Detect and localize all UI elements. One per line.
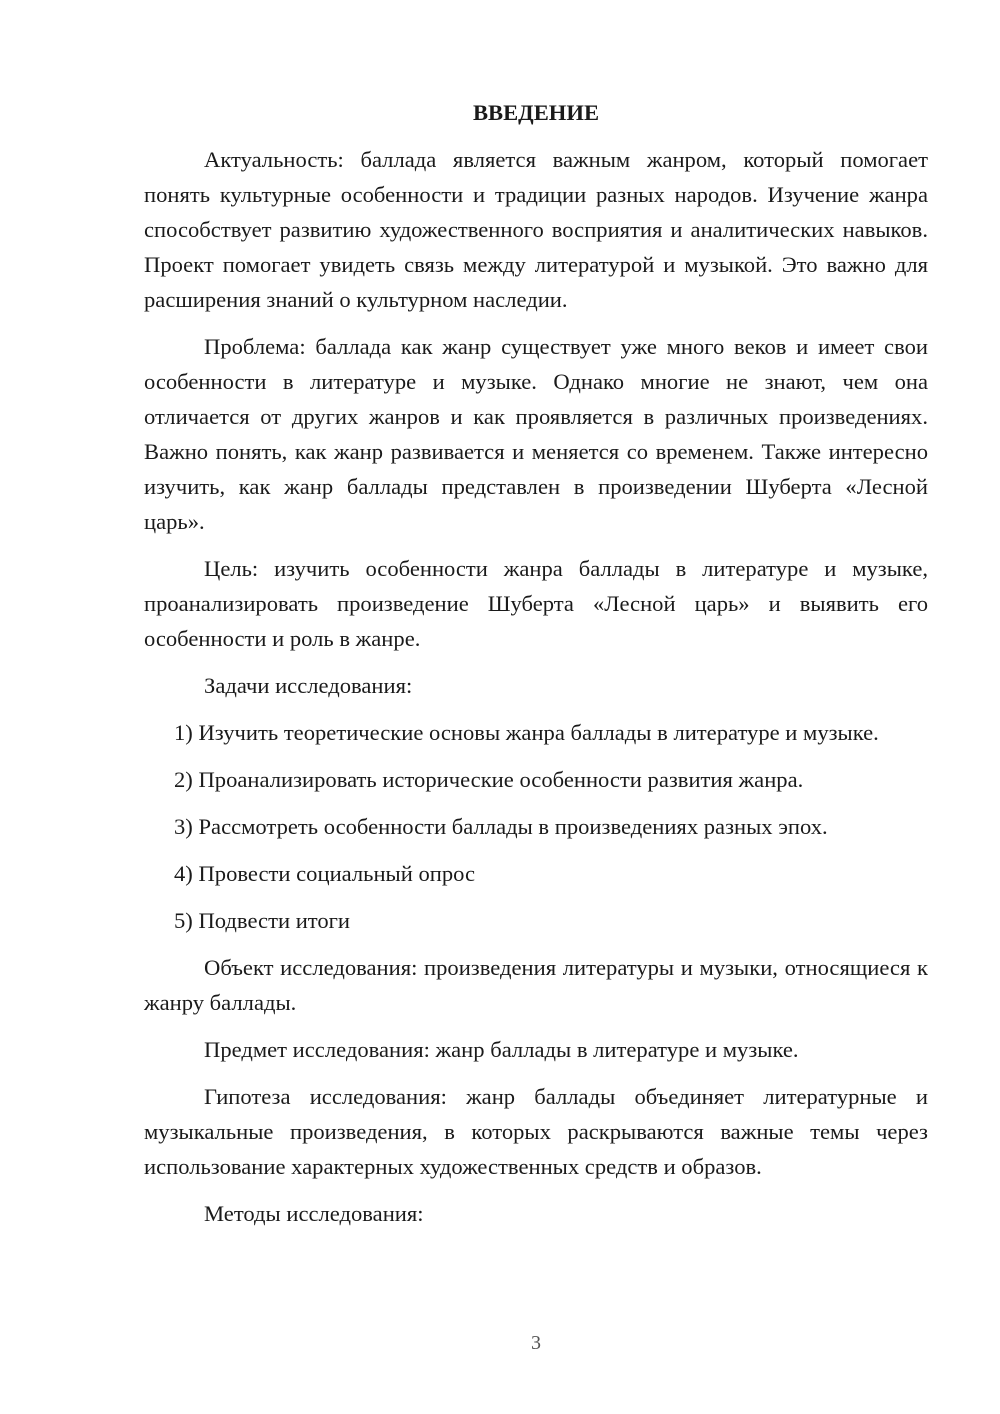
tasks-heading: Задачи исследования:	[204, 673, 413, 698]
section-heading: ВВЕДЕНИЕ	[472, 100, 600, 125]
object-paragraph: Объект исследования: произведения литературы и музыки, относящиеся к жанру баллады.	[144, 955, 928, 1015]
task-item-5: 5) Подвести итоги	[174, 908, 351, 933]
goal-paragraph: Цель: изучить особенности жанра баллады в литературе и музыке, проанализировать произведение Шуберта «Лесной царь» и выявить его особенности и роль в жанре.	[144, 556, 928, 651]
relevance-paragraph: Актуальность: баллада является важным жанром, который помогает понять культурные особенности и традиции разных народов. Изучение жанра способствует развитию художественного восприятия и аналитических навыков. Проект помогает увидеть связь между литературой и музыкой. Это важно для расширения знаний о культурном наследии.	[144, 147, 928, 312]
page-content	[144, 95, 928, 1243]
task-item-3: 3) Рассмотреть особенности баллады в произведениях разных эпох.	[174, 814, 828, 839]
methods-heading: Методы исследования:	[204, 1201, 424, 1226]
subject-paragraph: Предмет исследования: жанр баллады в литературе и музыке.	[204, 1037, 799, 1062]
task-item-2: 2) Проанализировать исторические особенности развития жанра.	[174, 767, 804, 792]
page-number: 3	[531, 1332, 541, 1354]
problem-paragraph: Проблема: баллада как жанр существует уже много веков и имеет свои особенности в литературе и музыке. Однако многие не знают, чем она отличается от других жанров и как проявляется в различных произведениях. Важно понять, как жанр развивается и меняется со временем. Также интересно изучить, как жанр баллады представлен в произведении Шуберта «Лесной царь».	[144, 334, 928, 534]
task-item-4: 4) Провести социальный опрос	[174, 861, 476, 886]
hypothesis-paragraph: Гипотеза исследования: жанр баллады объединяет литературные и музыкальные произведения, в которых раскрываются важные темы через использование характерных художественных средств и образов.	[144, 1084, 928, 1179]
task-item-1: 1) Изучить теоретические основы жанра баллады в литературе и музыке.	[174, 720, 879, 745]
